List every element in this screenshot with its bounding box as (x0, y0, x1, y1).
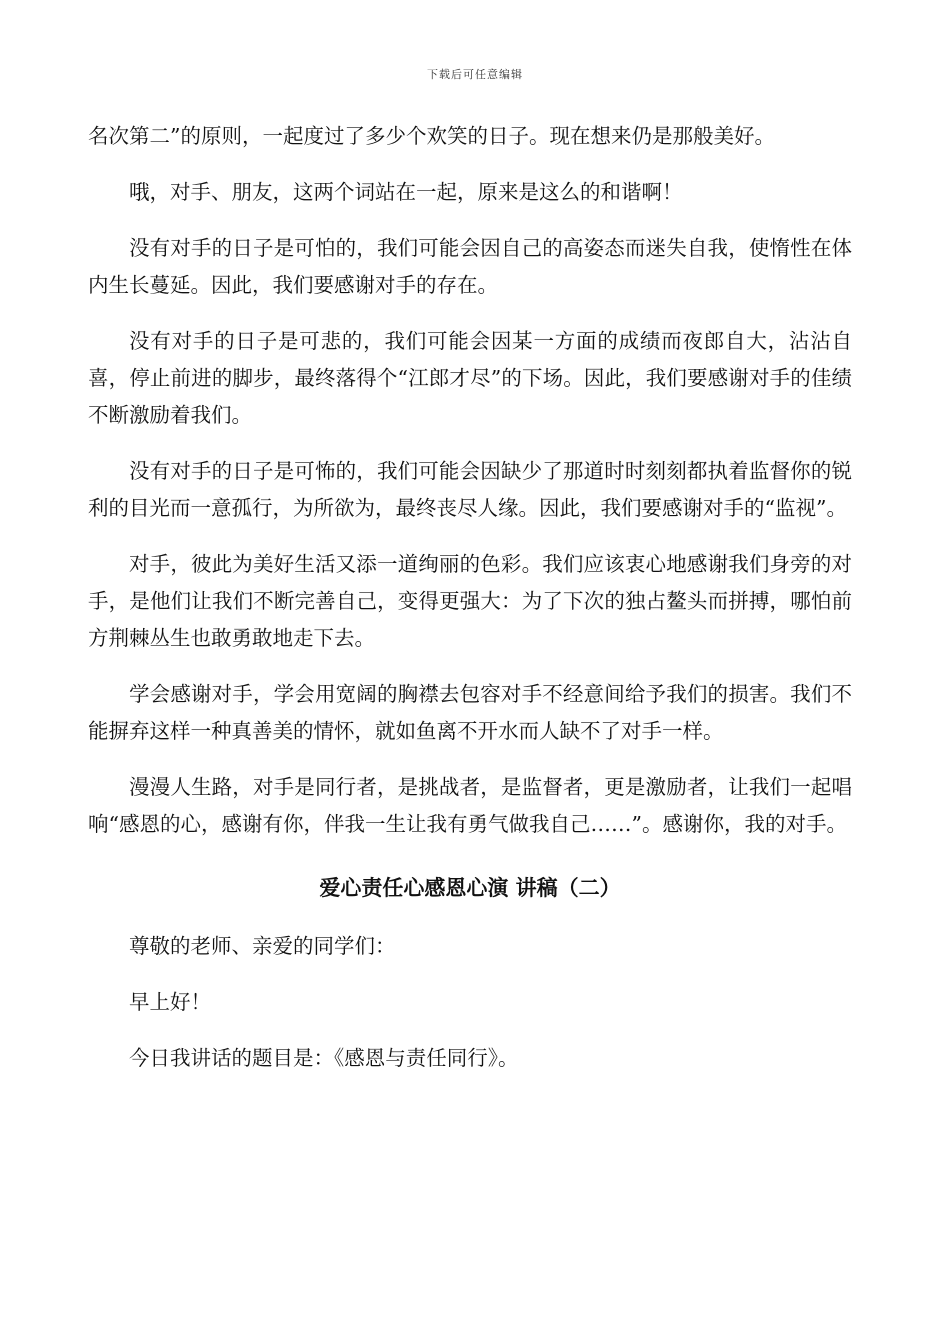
page-header: 下载后可任意编辑 (427, 68, 523, 81)
section-title: 爱心责任心感恩心演 讲稿（二） (319, 876, 621, 900)
paragraph: 学会感谢对手，学会用宽阔的胸襟去包容对手不经意间给予我们的损害。我们不能摒弃这样一种真善美的情怀，就如鱼离不开水而人缺不了对手一样。 (88, 682, 852, 743)
paragraph: 没有对手的日子是可怕的，我们可能会因自己的高姿态而迷失自我，使惰性在体内生长蔓延。因此，我们要感谢对手的存在。 (88, 236, 852, 297)
paragraph: 没有对手的日子是可悲的，我们可能会因某一方面的成绩而夜郎自大，沾沾自喜，停止前进的脚步，最终落得个“江郎才尽”的下场。因此，我们要感谢对手的佳绩不断激励着我们。 (88, 329, 852, 427)
salutation: 尊敬的老师、亲爱的同学们： (129, 934, 396, 958)
document-body (88, 118, 852, 1096)
paragraph-continuation: 名次第二”的原则，一起度过了多少个欢笑的日子。现在想来仍是那般美好。 (88, 124, 775, 148)
paragraph: 对手，彼此为美好生活又添一道绚丽的色彩。我们应该衷心地感谢我们身旁的对手，是他们让我们不断完善自己，变得更强大：为了下次的独占鳌头而拼搏，哪怕前方荆棘丛生也敢勇敢地走下去。 (88, 552, 852, 650)
greeting: 早上好！ (129, 990, 211, 1014)
paragraph: 今日我讲话的题目是：《感恩与责任同行》。 (129, 1046, 519, 1070)
paragraph: 漫漫人生路，对手是同行者，是挑战者，是监督者，更是激励者，让我们一起唱响“感恩的心，感谢有你，伴我一生让我有勇气做我自己……”。感谢你，我的对手。 (88, 775, 852, 836)
paragraph: 没有对手的日子是可怖的，我们可能会因缺少了那道时时刻刻都执着监督你的锐利的目光而一意孤行，为所欲为，最终丧尽人缘。因此，我们要感谢对手的“监视”。 (88, 459, 852, 520)
paragraph: 哦，对手、朋友，这两个词站在一起，原来是这么的和谐啊！ (129, 180, 683, 204)
